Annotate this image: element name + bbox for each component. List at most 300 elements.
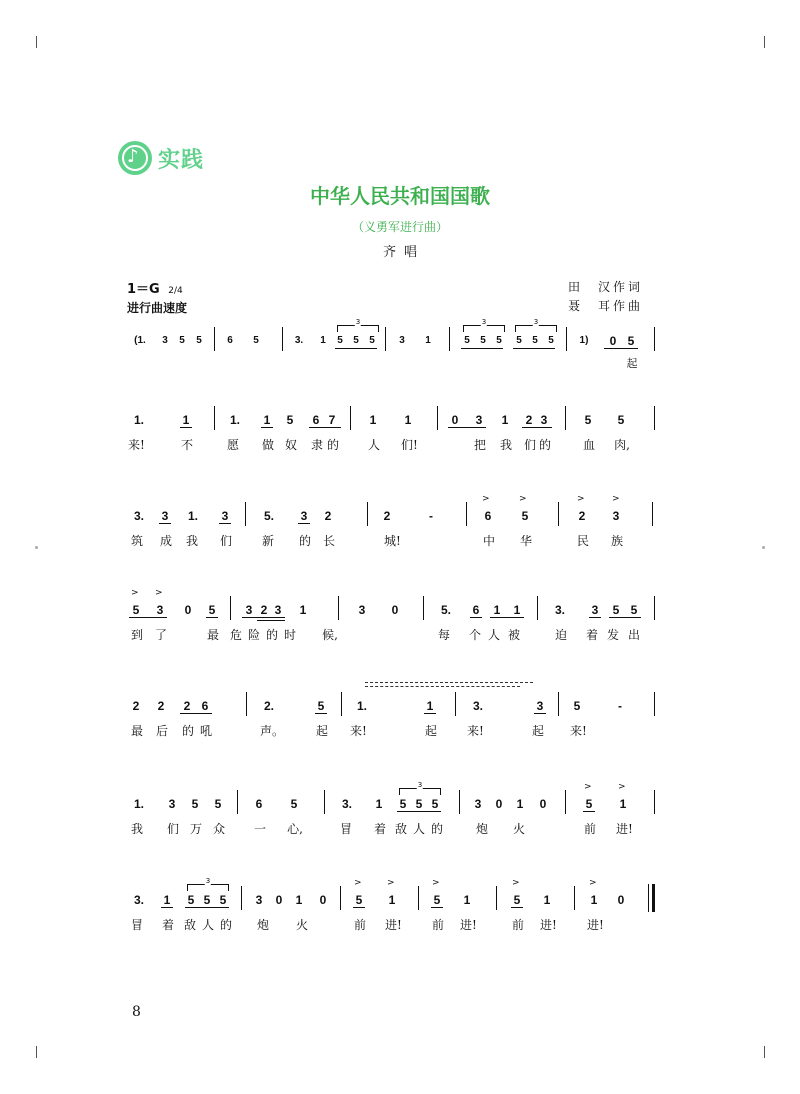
time-signature: 2/4 xyxy=(168,286,183,296)
lyric: 迫 xyxy=(554,628,567,642)
note: 5 xyxy=(532,335,538,346)
beam xyxy=(242,617,285,618)
note: 3. xyxy=(341,797,352,811)
barline xyxy=(654,596,655,620)
barline xyxy=(418,886,419,910)
note: 5 xyxy=(627,334,635,348)
beam xyxy=(159,523,171,524)
accent-mark: > xyxy=(354,878,362,888)
accent-mark: > xyxy=(155,588,163,598)
barline xyxy=(324,790,325,814)
triplet-bracket: 3 xyxy=(515,325,557,332)
final-barline-thin xyxy=(648,884,649,912)
beam xyxy=(448,427,486,428)
beam xyxy=(513,348,555,349)
note: 5 xyxy=(286,413,294,427)
beam xyxy=(511,907,523,908)
barline xyxy=(652,502,653,526)
beam xyxy=(397,811,441,812)
beam xyxy=(424,713,436,714)
triplet-bracket: 3 xyxy=(337,325,379,332)
lyric: 起 xyxy=(315,724,328,738)
lyric: 做 xyxy=(261,438,274,452)
accent-mark: > xyxy=(519,494,527,504)
lyric-row-1 xyxy=(0,436,800,462)
note: 5. xyxy=(440,603,451,617)
note: 5 xyxy=(573,699,581,713)
lyric: 成 xyxy=(159,534,172,548)
beam xyxy=(309,427,341,428)
note: 3 xyxy=(358,603,366,617)
song-subtitle: （义勇军进行曲） xyxy=(351,220,448,234)
note: 1. xyxy=(229,413,240,427)
note: 6 xyxy=(312,413,320,427)
note: 1 xyxy=(513,603,521,617)
lyric: 险 xyxy=(247,628,260,642)
lyric: 不 xyxy=(180,438,193,452)
barline xyxy=(245,502,246,526)
lyric: 的 xyxy=(219,918,232,932)
note: 5 xyxy=(496,335,502,346)
accent-mark: > xyxy=(131,588,139,598)
note: 0 xyxy=(391,603,399,617)
lyric: 万 xyxy=(189,822,202,836)
lyric: 着 xyxy=(161,918,174,932)
note: 3 xyxy=(475,413,483,427)
note: 2 xyxy=(383,509,391,523)
note: 5 xyxy=(196,335,202,346)
note: 2 xyxy=(132,699,140,713)
note: 1 xyxy=(493,603,501,617)
barline xyxy=(282,327,283,351)
crop-mark xyxy=(36,1046,37,1058)
lyric: 最 xyxy=(206,628,219,642)
crop-mark xyxy=(36,36,37,48)
lyric: 一 xyxy=(253,822,266,836)
note: 0 xyxy=(617,893,625,907)
lyric: 炮 xyxy=(475,822,488,836)
beam xyxy=(129,617,167,618)
note: 2 xyxy=(260,603,268,617)
note: 2 xyxy=(525,413,533,427)
accent-mark: > xyxy=(512,878,520,888)
barline xyxy=(574,886,575,910)
note: 3 xyxy=(536,699,544,713)
lyric: 们 xyxy=(166,822,179,836)
barline xyxy=(566,327,567,351)
lyric: 血 xyxy=(582,438,595,452)
note: 3 xyxy=(612,509,620,523)
note: 6 xyxy=(227,335,233,346)
triplet-bracket: 3 xyxy=(399,788,441,795)
lyric-row-2 xyxy=(0,532,800,558)
barline xyxy=(214,406,215,430)
note: 2 xyxy=(183,699,191,713)
lyric: 族 xyxy=(610,534,623,548)
note: 0 xyxy=(539,797,547,811)
note: 5 xyxy=(369,335,375,346)
lyric: 的 xyxy=(326,438,339,452)
note: 5 xyxy=(191,797,199,811)
beam xyxy=(206,617,218,618)
lyricist-credit: 田 汉作词 xyxy=(568,280,644,294)
beam xyxy=(335,348,377,349)
lyric: 把 xyxy=(473,438,486,452)
key-label: 1＝G xyxy=(127,282,160,297)
lyric: 我 xyxy=(130,822,143,836)
note: 5 xyxy=(521,509,529,523)
note: 5 xyxy=(219,893,227,907)
barline xyxy=(214,327,215,351)
lyric: 心, xyxy=(287,822,303,836)
lyric: 来! xyxy=(128,438,145,452)
score-row-2 xyxy=(0,494,800,534)
score-row-4 xyxy=(0,698,800,724)
note: - xyxy=(429,509,433,523)
note: 5 xyxy=(584,413,592,427)
lyric: 的 xyxy=(298,534,311,548)
lyric: 的 xyxy=(430,822,443,836)
lyric: 前 xyxy=(353,918,366,932)
final-barline-thick xyxy=(652,884,655,912)
barline xyxy=(230,596,231,620)
accent-mark: > xyxy=(612,494,620,504)
barline xyxy=(338,596,339,620)
crop-mark xyxy=(764,1046,765,1058)
note: 3. xyxy=(133,893,144,907)
note: 1. xyxy=(356,699,367,713)
note: 2. xyxy=(263,699,274,713)
note: 0 xyxy=(184,603,192,617)
lyric: 的 xyxy=(265,628,278,642)
barline xyxy=(350,406,351,430)
barline xyxy=(654,692,655,716)
lyric: 吼 xyxy=(199,724,212,738)
barline xyxy=(654,327,655,351)
barline xyxy=(437,406,438,430)
lyric: 候, xyxy=(322,628,338,642)
score-row-1 xyxy=(0,412,800,438)
note: 3. xyxy=(472,699,483,713)
barline xyxy=(558,502,559,526)
barline xyxy=(496,886,497,910)
note: 3. xyxy=(133,509,144,523)
accent-mark: > xyxy=(618,782,626,792)
note: 5 xyxy=(464,335,470,346)
lyric: 中 xyxy=(482,534,495,548)
note: 5 xyxy=(415,797,423,811)
score-row-5 xyxy=(0,781,800,822)
lyric: 前 xyxy=(511,918,524,932)
barline xyxy=(246,692,247,716)
lyric: 人 xyxy=(201,918,214,932)
lyric: 起 xyxy=(626,357,638,370)
beam xyxy=(257,620,285,621)
note: 1. xyxy=(187,509,198,523)
note: 3 xyxy=(245,603,253,617)
barline xyxy=(455,692,456,716)
lyric: 新 xyxy=(261,534,274,548)
note: 5 xyxy=(132,603,140,617)
note: 3 xyxy=(156,603,164,617)
lyric-row-4 xyxy=(0,722,800,748)
lyric: 被 xyxy=(507,628,520,642)
tempo-marking: 进行曲速度 xyxy=(127,301,188,315)
barline xyxy=(558,692,559,716)
note: 3 xyxy=(274,603,282,617)
beam xyxy=(315,713,327,714)
lyric: 冒 xyxy=(130,918,143,932)
note: 5 xyxy=(585,797,593,811)
note: 1) xyxy=(579,335,589,346)
lyric: 进! xyxy=(616,822,633,836)
lyric: 们! xyxy=(401,438,418,452)
barline xyxy=(385,327,386,351)
composer-credit: 聂 耳作曲 xyxy=(568,299,644,313)
score-row-6 xyxy=(0,877,800,918)
note: 0 xyxy=(275,893,283,907)
lyric-row-6 xyxy=(0,916,800,942)
note: 6 xyxy=(255,797,263,811)
lyric: 来! xyxy=(570,724,587,738)
note: 1 xyxy=(425,335,431,346)
beam xyxy=(609,617,641,618)
note: 1 xyxy=(501,413,509,427)
note: 5 xyxy=(516,335,522,346)
note: 1 xyxy=(263,413,271,427)
barline xyxy=(237,790,238,814)
note: 5 xyxy=(179,335,185,346)
note: 2 xyxy=(157,699,165,713)
lyric: 人 xyxy=(487,628,500,642)
note: 5 xyxy=(480,335,486,346)
note: 3 xyxy=(168,797,176,811)
beam xyxy=(261,427,273,428)
note: 5 xyxy=(353,335,359,346)
note: 3. xyxy=(554,603,565,617)
note: 5 xyxy=(214,797,222,811)
lyric: 长 xyxy=(322,534,335,548)
note: 1 xyxy=(590,893,598,907)
lyric: 来! xyxy=(467,724,484,738)
note: 1 xyxy=(182,413,190,427)
note: 0 xyxy=(495,797,503,811)
note: 3. xyxy=(294,335,304,346)
note: 3 xyxy=(300,509,308,523)
beam xyxy=(219,523,231,524)
beam xyxy=(522,427,552,428)
lyric: 到 xyxy=(130,628,143,642)
lyric: 民 xyxy=(576,534,589,548)
barline xyxy=(340,886,341,910)
note: 5 xyxy=(630,603,638,617)
lyric: 筑 xyxy=(130,534,143,548)
note: 5 xyxy=(203,893,211,907)
lyric: 声。 xyxy=(260,724,285,738)
barline xyxy=(654,790,655,814)
lyric: 进! xyxy=(385,918,402,932)
note: 3 xyxy=(162,335,168,346)
barline xyxy=(241,886,242,910)
note: 3 xyxy=(591,603,599,617)
note: 5 xyxy=(399,797,407,811)
note: 1 xyxy=(463,893,471,907)
crop-mark xyxy=(764,36,765,48)
note: 3 xyxy=(255,893,263,907)
triplet-bracket: 3 xyxy=(463,325,505,332)
note: 1 xyxy=(426,699,434,713)
note: 1 xyxy=(320,335,326,346)
lyric: 愿 xyxy=(226,438,239,452)
lyric: 肉, xyxy=(614,438,630,452)
accent-mark: > xyxy=(589,878,597,888)
barline xyxy=(449,327,450,351)
beam xyxy=(461,348,503,349)
lyric: 进! xyxy=(587,918,604,932)
note: 5 xyxy=(617,413,625,427)
lyric: 进! xyxy=(540,918,557,932)
lyric: 了 xyxy=(154,628,167,642)
lyric: 每 xyxy=(437,628,450,642)
lyric: 城! xyxy=(384,534,401,548)
barline xyxy=(537,596,538,620)
note: 5 xyxy=(337,335,343,346)
note: 1 xyxy=(375,797,383,811)
accent-mark: > xyxy=(432,878,440,888)
lyric: 最 xyxy=(130,724,143,738)
note: 5 xyxy=(317,699,325,713)
note: 5 xyxy=(513,893,521,907)
note: 3 xyxy=(161,509,169,523)
note: 3 xyxy=(540,413,548,427)
beam xyxy=(298,523,310,524)
lyric: 的 xyxy=(538,438,551,452)
note: 5 xyxy=(612,603,620,617)
note: 5 xyxy=(253,335,259,346)
lyric: 危 xyxy=(229,628,242,642)
beam xyxy=(185,907,229,908)
note: (1. xyxy=(134,335,146,346)
note: 5 xyxy=(208,603,216,617)
note: 2 xyxy=(578,509,586,523)
beam xyxy=(353,907,365,908)
note: 5 xyxy=(433,893,441,907)
song-title: 中华人民共和国国歌 xyxy=(310,184,490,208)
barline xyxy=(565,406,566,430)
lyric: 隶 xyxy=(310,438,323,452)
lyric: 的 xyxy=(181,724,194,738)
lyric: 敌 xyxy=(183,918,196,932)
lyric: 们 xyxy=(219,534,232,548)
section-heading xyxy=(118,140,204,176)
dashed-extension-line xyxy=(365,682,533,684)
note: 2 xyxy=(324,509,332,523)
beam xyxy=(161,907,173,908)
lyric: 后 xyxy=(155,724,168,738)
barline xyxy=(341,692,342,716)
lyric: 华 xyxy=(519,534,532,548)
note: 6 xyxy=(201,699,209,713)
accent-mark: > xyxy=(387,878,395,888)
note: 1 xyxy=(299,603,307,617)
note: 5 xyxy=(290,797,298,811)
lyric: 前 xyxy=(583,822,596,836)
barline xyxy=(654,406,655,430)
note: 3 xyxy=(221,509,229,523)
note: 1 xyxy=(404,413,412,427)
note: 5 xyxy=(548,335,554,346)
lyric: 我 xyxy=(185,534,198,548)
lyric: 起 xyxy=(424,724,437,738)
music-note-icon: ♪ xyxy=(118,141,152,175)
lyric: 冒 xyxy=(339,822,352,836)
beam xyxy=(534,713,546,714)
barline xyxy=(459,790,460,814)
note: - xyxy=(618,699,622,713)
note: 1 xyxy=(516,797,524,811)
note: 0 xyxy=(319,893,327,907)
note: 1 xyxy=(163,893,171,907)
beam xyxy=(589,617,601,618)
accent-mark: > xyxy=(584,782,592,792)
note: 5 xyxy=(431,797,439,811)
barline xyxy=(367,502,368,526)
lyric: 人 xyxy=(412,822,425,836)
barline xyxy=(466,502,467,526)
key-signature xyxy=(127,278,183,297)
score-row-3 xyxy=(0,588,800,628)
lyric: 炮 xyxy=(256,918,269,932)
beam xyxy=(431,907,443,908)
lyric: 起 xyxy=(531,724,544,738)
note: 3 xyxy=(399,335,405,346)
score-row-intro xyxy=(0,318,800,370)
note: 1. xyxy=(133,413,144,427)
note: 6 xyxy=(472,603,480,617)
lyric: 来! xyxy=(350,724,367,738)
beam xyxy=(180,427,192,428)
note: 5 xyxy=(355,893,363,907)
section-label: 实践 xyxy=(158,147,205,173)
lyric: 火 xyxy=(512,822,525,836)
beam xyxy=(470,617,482,618)
note: 0 xyxy=(451,413,459,427)
note: 5 xyxy=(187,893,195,907)
note: 7 xyxy=(328,413,336,427)
lyric-row-3 xyxy=(0,626,800,652)
note: 1 xyxy=(295,893,303,907)
note: 3 xyxy=(474,797,482,811)
beam xyxy=(583,811,595,812)
lyric: 火 xyxy=(295,918,308,932)
lyric: 发 xyxy=(606,628,619,642)
barline xyxy=(565,790,566,814)
note: 1. xyxy=(133,797,144,811)
accent-mark: > xyxy=(482,494,490,504)
lyric: 进! xyxy=(460,918,477,932)
note: 5. xyxy=(263,509,274,523)
lyric-row-5 xyxy=(0,820,800,846)
beam xyxy=(490,617,524,618)
lyric: 众 xyxy=(212,822,225,836)
lyric: 出 xyxy=(627,628,640,642)
barline xyxy=(423,596,424,620)
triplet-bracket: 3 xyxy=(187,884,229,891)
beam xyxy=(604,348,638,349)
lyric: 敌 xyxy=(394,822,407,836)
lyric: 时 xyxy=(283,628,296,642)
beam xyxy=(180,713,212,714)
